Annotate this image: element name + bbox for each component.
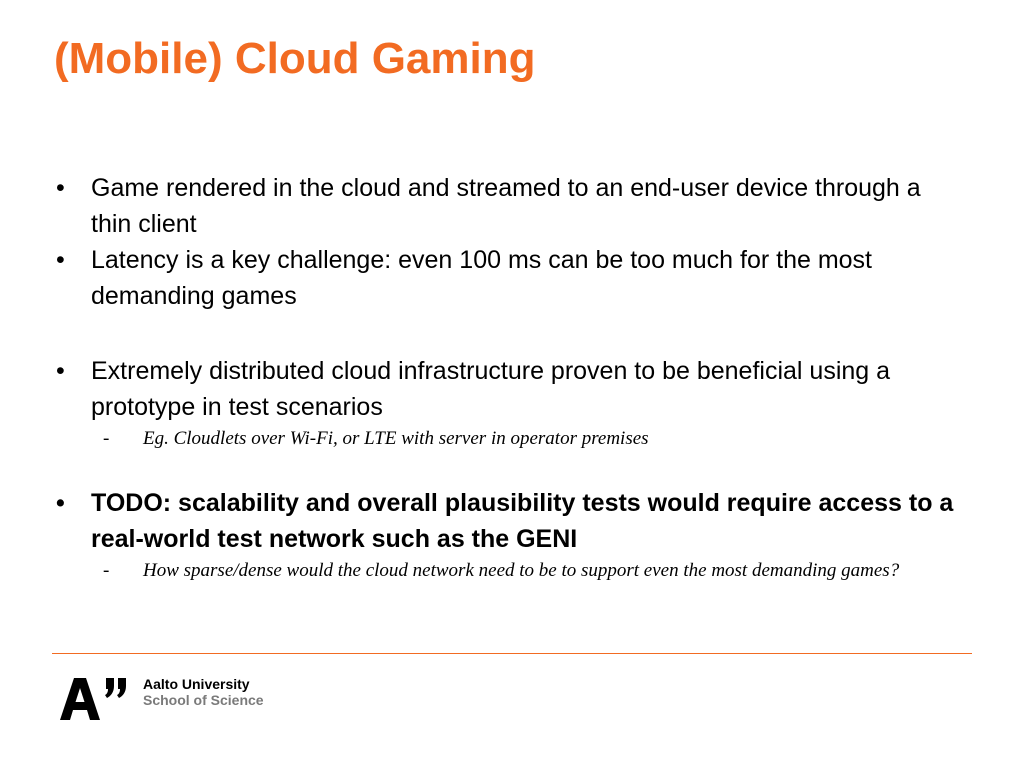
bullet-marker: • <box>56 489 65 517</box>
institution-name <box>143 676 264 708</box>
sub-bullet-text: How sparse/dense would the cloud network need to be to support even the most demanding games? <box>143 560 900 581</box>
aalto-logo-icon <box>58 676 130 722</box>
sub-bullet-item <box>56 425 966 453</box>
bullet-text: Game rendered in the cloud and streamed to an end-user device through a thin client <box>91 174 921 238</box>
sub-bullet-marker: - <box>103 560 110 581</box>
slide-title: (Mobile) Cloud Gaming <box>54 34 536 83</box>
sub-bullet-text: Eg. Cloudlets over Wi-Fi, or LTE with server in operator premises <box>143 428 649 449</box>
sub-bullet-marker: - <box>103 428 110 449</box>
bullet-item <box>56 170 966 242</box>
bullet-item <box>56 242 966 314</box>
bullet-text: Extremely distributed cloud infrastructure proven to be beneficial using a prototype in test scenarios <box>91 357 891 421</box>
bullet-marker: • <box>56 246 65 274</box>
bullet-text: Latency is a key challenge: even 100 ms can be too much for the most demanding games <box>91 246 872 310</box>
bullet-text: TODO: scalability and overall plausibility tests would require access to a real-world test network such as the GENI <box>91 489 954 553</box>
sub-bullet-item <box>56 557 966 585</box>
bullet-item-todo <box>56 485 966 557</box>
bullet-marker: • <box>56 357 65 385</box>
bullet-item <box>56 353 966 425</box>
slide-body <box>56 170 966 585</box>
bullet-marker: • <box>56 174 65 202</box>
school-name: School of Science <box>143 692 264 708</box>
university-name: Aalto University <box>143 676 250 692</box>
footer-divider <box>52 653 972 654</box>
